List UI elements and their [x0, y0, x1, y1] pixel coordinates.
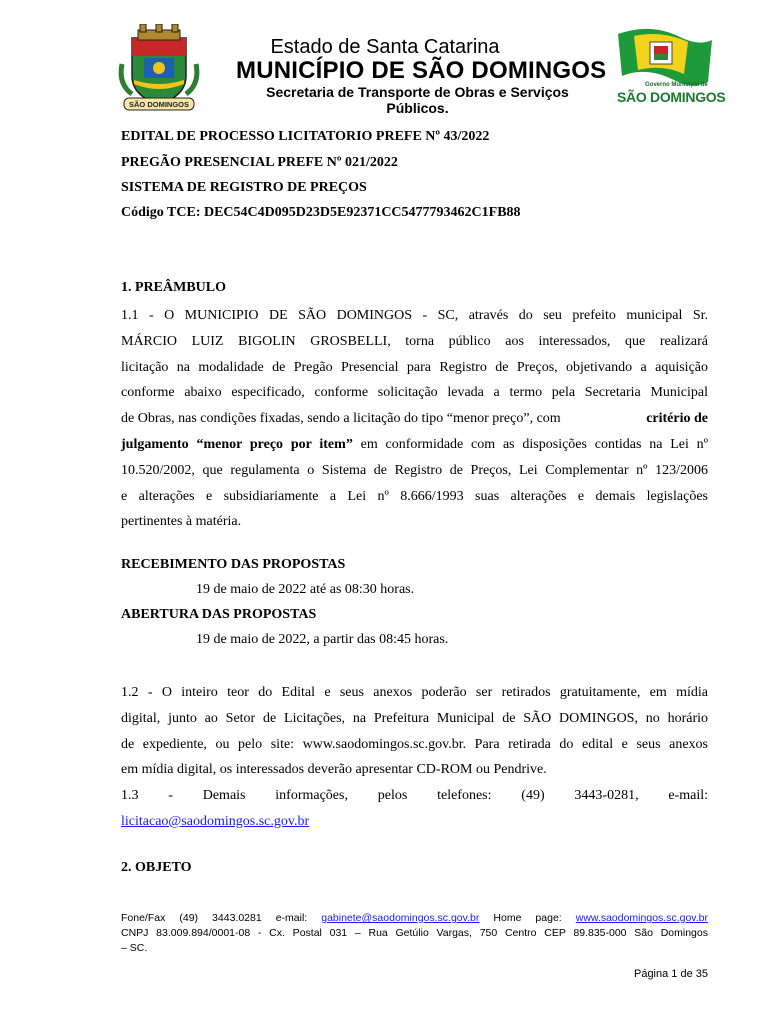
item-1-2-line: digital, junto ao Setor de Licitações, na Prefeitura Municipal de SÃO DOMINGOS, no horário	[121, 710, 708, 726]
preambulo-line: de Obras, nas condições fixadas, sendo a licitação do tipo “menor preço”, com	[121, 411, 561, 427]
preambulo-line: licitação na modalidade de Pregão Presencial para Registro de Preços, objetivando a aquisição	[121, 359, 708, 375]
abertura-heading: ABERTURA DAS PROPOSTAS	[121, 607, 317, 622]
item-1-2-line: em mídia digital, os interessados deverão apresentar CD-ROM ou Pendrive.	[121, 762, 547, 778]
preambulo-line-6-rest: em conformidade com as disposições contidas na Lei nº	[352, 436, 709, 452]
item-1-2-line: de expediente, ou pelo site: www.saodomingos.sc.gov.br. Para retirada do edital e seus anexos	[121, 736, 708, 752]
abertura-date: 19 de maio de 2022, a partir das 08:45 horas.	[196, 632, 449, 647]
footer-homepage-link[interactable]: www.saodomingos.sc.gov.br	[575, 912, 709, 924]
licitacao-email-link[interactable]: licitacao@saodomingos.sc.gov.br	[121, 813, 310, 829]
footer-homepage-label: Home page:	[493, 912, 562, 924]
page-number: Página 1 de 35	[633, 968, 708, 980]
julgamento-bold: julgamento “menor preço por item”	[121, 436, 353, 452]
header-municipality: MUNICÍPIO DE SÃO DOMINGOS	[236, 57, 607, 84]
footer-phone: Fone/Fax (49) 3443.0281 e-mail:	[121, 912, 308, 924]
preambulo-line: pertinentes à matéria.	[121, 514, 242, 530]
gov-logo-name: SÃO DOMINGOS	[617, 89, 726, 105]
item-1-3-paragraph	[121, 783, 708, 835]
page-footer	[121, 911, 708, 956]
item-1-3-line: 1.3 - Demais informações, pelos telefones: (49) 3443-0281, e-mail:	[121, 788, 708, 803]
footer-address-line-end: – SC.	[121, 942, 148, 954]
preambulo-line: 1.1 - O MUNICIPIO DE SÃO DOMINGOS - SC, através do seu prefeito municipal Sr.	[121, 308, 708, 323]
header-state: Estado de Santa Catarina	[270, 36, 500, 58]
criterio-bold: critério de	[646, 411, 708, 427]
preambulo-line-5	[121, 406, 708, 432]
preambulo-paragraph	[121, 303, 708, 535]
preambulo-line-6	[121, 432, 708, 458]
item-1-2-line: 1.2 - O inteiro teor do Edital e seus anexos poderão ser retirados gratuitamente, em mídia	[121, 685, 708, 700]
recebimento-heading: RECEBIMENTO DAS PROPOSTAS	[121, 557, 346, 572]
objeto-heading: 2. OBJETO	[121, 860, 192, 875]
preambulo-line: conforme abaixo especificado, conforme solicitação levada a termo pela Secretaria Municipal	[121, 385, 708, 401]
footer-contact-line	[121, 911, 708, 926]
preambulo-line: MÁRCIO LUIZ BIGOLIN GROSBELLI, torna público aos interessados, que realizará	[121, 333, 708, 349]
recebimento-date: 19 de maio de 2022 até as 08:30 horas.	[196, 582, 415, 597]
gov-logo-small-text: Governo Municipal de	[645, 82, 708, 88]
codigo-tce: Código TCE: DEC54C4D095D23D5E92371CC5477793462C1FB88	[121, 205, 521, 220]
edital-title: EDITAL DE PROCESSO LICITATORIO PREFE Nº 43/2022	[121, 129, 490, 144]
item-1-2-paragraph	[121, 680, 708, 783]
pregao-title: PREGÃO PRESENCIAL PREFE Nº 021/2022	[121, 155, 398, 170]
footer-address-line: CNPJ 83.009.894/0001-08 - Cx. Postal 031 – Rua Getúlio Vargas, 750 Centro CEP 89.835-000 São Domingos	[121, 927, 708, 939]
footer-email-link[interactable]: gabinete@saodomingos.sc.gov.br	[321, 912, 480, 924]
preambulo-line: e alterações e subsidiariamente a Lei nº 8.666/1993 suas alterações e demais legislações	[121, 488, 708, 504]
sistema-title: SISTEMA DE REGISTRO DE PREÇOS	[121, 180, 367, 195]
preambulo-line: 10.520/2002, que regulamenta o Sistema de Registro de Preços, Lei Complementar nº 123/2006	[121, 462, 708, 478]
header-secretariat: Secretaria de Transporte de Obras e Serviços Públicos.	[266, 84, 569, 116]
crest-label: SÃO DOMINGOS	[128, 100, 190, 109]
preambulo-heading: 1. PREÂMBULO	[121, 280, 226, 295]
